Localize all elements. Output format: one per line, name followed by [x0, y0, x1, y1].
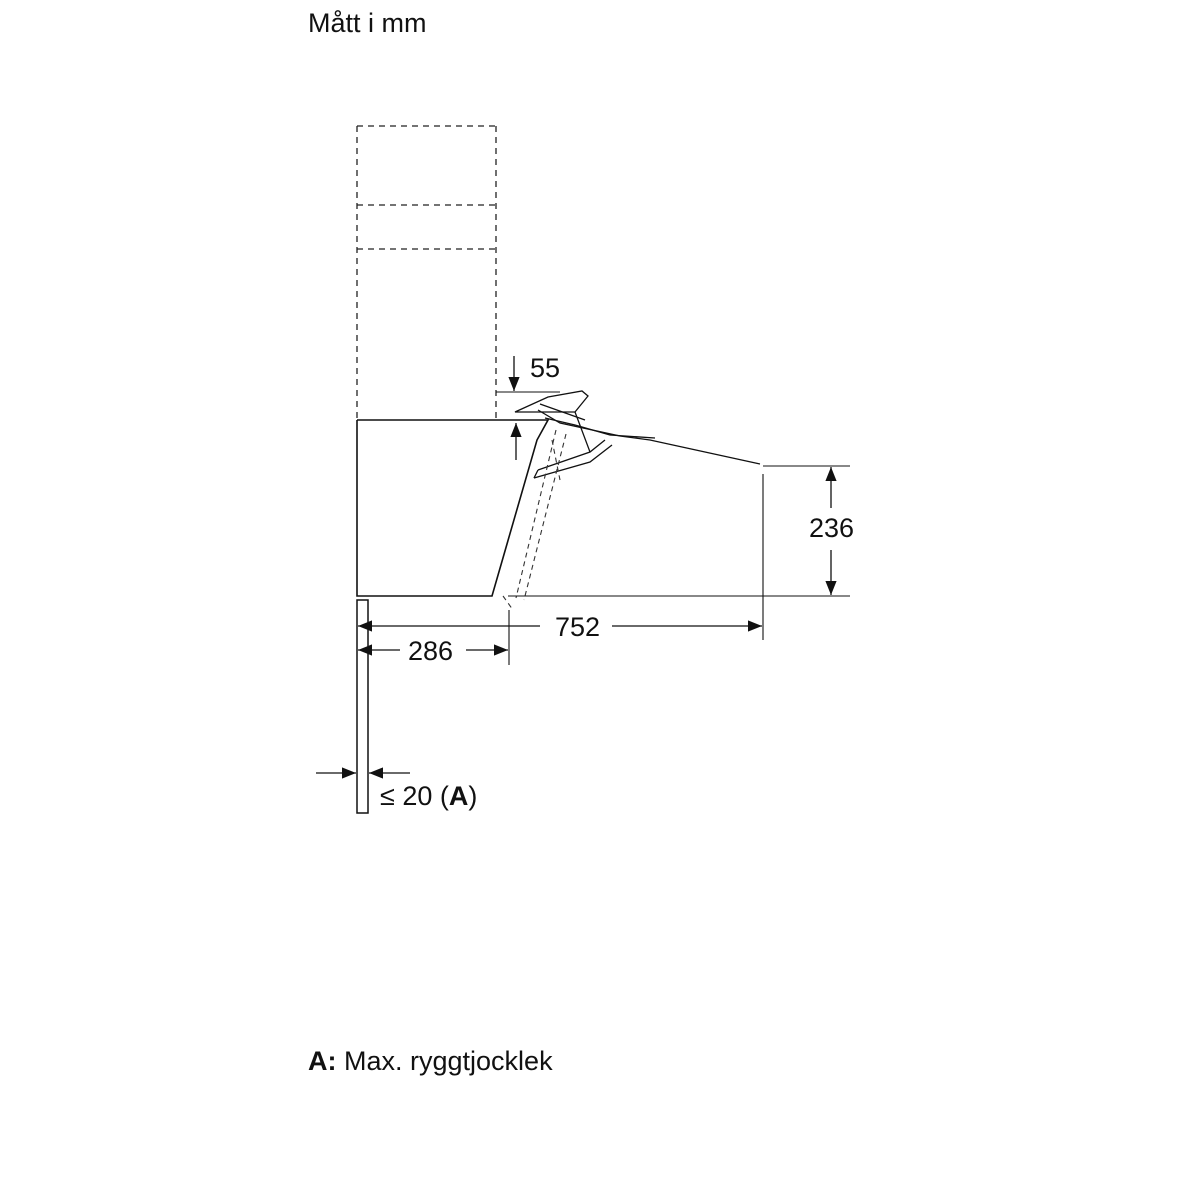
dimension-label-height: 236 — [809, 513, 855, 543]
support-strut — [503, 430, 566, 610]
back-panel — [357, 600, 368, 813]
dimension-label-back-thickness: ≤ 20 (A) — [380, 781, 478, 811]
hood-body — [357, 420, 548, 596]
chimney-outline — [357, 126, 496, 420]
dimension-label-wall-to-pivot: 286 — [408, 636, 454, 666]
dimension-gap-top — [514, 356, 516, 460]
page-title: Mått i mm — [308, 8, 427, 38]
hood-canopy — [515, 391, 760, 478]
dimension-label-gap-top: 55 — [530, 353, 561, 383]
dimension-label-total-depth: 752 — [555, 612, 601, 642]
legend-note: A: Max. ryggtjocklek — [308, 1046, 553, 1076]
extension-lines — [496, 392, 850, 665]
